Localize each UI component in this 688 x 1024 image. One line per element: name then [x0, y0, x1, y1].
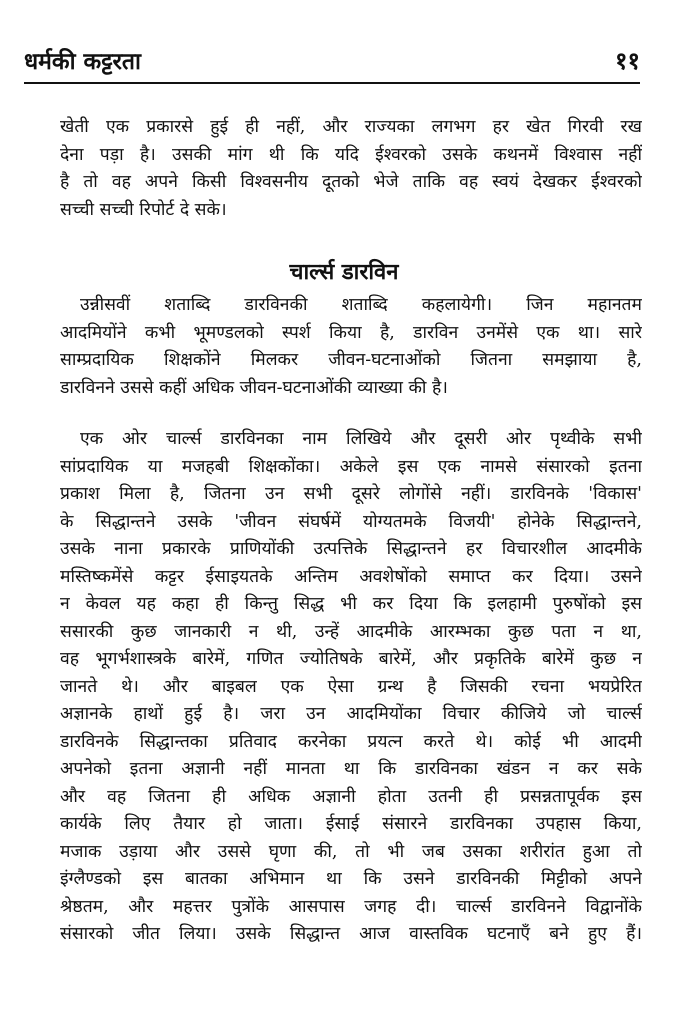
paragraph-line: अज्ञानके हाथों हुई है। जरा उन आदमियोंका विचार कीजिये जो चार्ल्स — [60, 704, 642, 724]
paragraph-line: प्रकाश मिला है, जितना उन सभी दूसरे लोगोंसे नहीं। डारविनके 'विकास' — [60, 484, 642, 504]
paragraph-line: जानते थे। और बाइबल एक ऐसा ग्रन्थ है जिसकी रचना भयप्रेरित — [60, 676, 642, 697]
paragraph-line: आदमियोंने कभी भूमण्डलको स्पर्श किया है, डारविन उनमेंसे एक था। सारे — [60, 322, 642, 343]
paragraph-line: उन्नीसवीं शताब्दि डारविनकी शताब्दि कहलायेगी। जिन महानतम — [80, 295, 642, 315]
paragraph-line: है तो वह अपने किसी विश्वसनीय दूतको भेजे ताकि वह स्वयं देखकर ईश्वरको — [60, 172, 642, 192]
paragraph-line: मस्तिष्कमेंसे कट्टर ईसाइयतके अन्तिम अवशेषोंको समाप्त कर दिया। उसने — [60, 566, 642, 587]
paragraph-line: के सिद्धान्तने उसके 'जीवन संघर्षमें योग्यतमके विजयी' होनेके सिद्धान्तने, — [60, 511, 642, 532]
section-heading: चार्ल्स डारविन — [289, 259, 399, 285]
paragraph-line: अपनेको इतना अज्ञानी नहीं मानता था कि डारविनका खंडन न कर सके — [60, 759, 642, 779]
paragraph-line: देना पड़ा है। उसकी मांग थी कि यदि ईश्वरको उसके कथनमें विश्वास नहीं — [60, 144, 642, 165]
page-number: ११ — [615, 46, 640, 75]
paragraph-line: कार्यके लिए तैयार हो जाता। ईसाई संसारने डारविनका उपहास किया, — [60, 814, 642, 834]
paragraph-line: ससारकी कुछ जानकारी न थी, उन्हें आदमीके आरम्भका कुछ पता न था, — [60, 621, 642, 642]
paragraph-line: इंग्लैण्डको इस बातका अभिमान था कि उसने डारविनकी मिट्टीको अपने — [60, 869, 642, 889]
paragraph-line: डारविनके सिद्धान्तका प्रतिवाद करनेका प्रयत्न करते थे। कोई भी आदमी — [60, 731, 642, 752]
paragraph-line: मजाक उड़ाया और उससे घृणा की, तो भी जब उसका शरीरांत हुआ तो — [60, 841, 642, 862]
paragraph-line: सच्ची सच्ची रिपोर्ट दे सके। — [60, 199, 227, 220]
paragraph-line: सांप्रदायिक या मजहबी शिक्षकोंका। अकेले इस एक नामसे संसारको इतना — [60, 456, 642, 477]
running-title: धर्मकी कट्टरता — [24, 48, 141, 75]
paragraph-line: न केवल यह कहा ही किन्तु सिद्ध भी कर दिया कि इलहामी पुरुषोंको इस — [60, 594, 642, 614]
paragraph-line: डारविनने उससे कहीं अधिक जीवन-घटनाओंकी व्याख्या की है। — [60, 377, 448, 398]
paragraph-line: साम्प्रदायिक शिक्षकोंने मिलकर जीवन-घटनाओंको जितना समझाया है, — [60, 350, 642, 370]
running-head — [24, 44, 640, 84]
paragraph-line: संसारको जीत लिया। उसके सिद्धान्त आज वास्तविक घटनाएँ बने हुए हैं। — [60, 924, 642, 944]
paragraph-line: एक ओर चार्ल्स डारविनका नाम लिखिये और दूसरी ओर पृथ्वीके सभी — [80, 429, 642, 449]
paragraph-3 — [60, 426, 642, 949]
paragraph-line: खेती एक प्रकारसे हुई ही नहीं, और राज्यका लगभग हर खेत गिरवी रख — [60, 117, 642, 137]
paragraph-line: श्रेष्ठतम, और महत्तर पुत्रोंके आसपास जगह दी। चार्ल्स डारविनने विद्वानोंके — [60, 896, 642, 917]
header-rule — [24, 82, 640, 84]
paragraph-line: उसके नाना प्रकारके प्राणियोंकी उत्पत्तिके सिद्धान्तने हर विचारशील आदमीके — [60, 539, 642, 559]
paragraph-line: वह भूगर्भशास्त्रके बारेमें, गणित ज्योतिषके बारेमें, और प्रकृतिके बारेमें कुछ न — [60, 649, 642, 669]
paragraph-line: और वह जितना ही अधिक अज्ञानी होता उतनी ही प्रसन्नतापूर्वक इस — [60, 786, 642, 807]
paragraph-2 — [60, 292, 642, 402]
paragraph-1 — [60, 114, 642, 224]
